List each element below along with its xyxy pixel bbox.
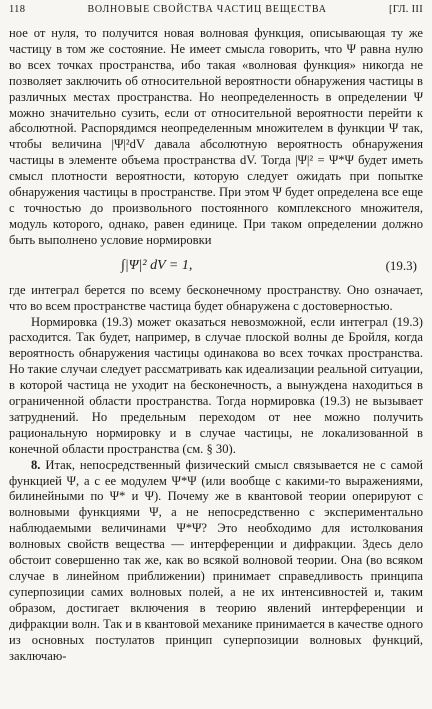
page-number: 118 [9, 4, 26, 15]
paragraph-4 [9, 458, 423, 665]
paragraph-3: Нормировка (19.3) может оказаться невозможной, если интеграл (19.3) расходится. Так будет, например, в случае плоской волны де Бройля, когда вероятность обнаружения частицы одинакова во всех точках пространства. Но такие случаи следует рассматривать как идеализации реальной ситуации, в которой частица не уходит на бесконечность, а вынуждена находиться в ограниченной области пространства. Тогда нормировка (19.3) не вызывает затруднений. Но предельным переходом от нее можно получить рациональную нормировку и в случае частицы, не локализованной в конечной области пространства (см. § 30). [9, 314, 423, 456]
section-number: 8. [31, 457, 41, 472]
paragraph-1: ное от нуля, то получится новая волновая функция, описывающая ту же частицу в том же состояние. Не имеет смысла говорить, что Ψ равна нулю во всех точках пространства, ибо такая «волновая функция» никогда не позволяет заключить об относительной вероятности обнаружения частицы в различных местах пространства. Но неопределенность в определении Ψ можно значительно сузить, если от относительной вероятности перейти к абсолютной. Распорядимся неопределенным множителем в функции Ψ так, чтобы величина |Ψ|²dV давала абсолютную вероятность обнаружения частицы в элементе объема пространства dV. Тогда |Ψ|² = Ψ*Ψ будет иметь смысл плотности вероятности, которую следует ожидать при попытке обнаружения частицы в пространстве. При этом Ψ будет определена все еще с точностью до произвольного постоянного комплексного множителя, модуль которого, однако, равен единице. При таком определении должно быть выполнено условие нормировки [9, 26, 423, 247]
page-body [9, 26, 423, 664]
chapter-label: [ГЛ. III [388, 4, 423, 15]
equation-19-3 [9, 249, 423, 283]
equation-formula: ∫|Ψ|² dV = 1, [121, 257, 193, 273]
paragraph-2: где интеграл берется по всему бесконечному пространству. Оно означает, что во всем пространстве частица будет обнаружена с достоверностью. [9, 282, 423, 313]
page-header [9, 4, 423, 20]
paragraph-4-text: Итак, непосредственный физический смысл связывается не с самой функцией Ψ, а с ее модулем Ψ*Ψ (или вообще с какими-то выражениями, билинейными по Ψ* и Ψ). Почему же в квантовой теории оперируют с волновыми функциями Ψ, а не непосредственно с экспериментально наблюдаемыми величинами Ψ*Ψ? Это необходимо для истолкования волновых свойств вещества — интерференции и дифракции. Здесь дело обстоит совершенно так же, как во всякой волновой теории. Она (во всяком случае в линейном приближении) принимает справедливость принципа суперпозиции самих волновых полей, а не их интенсивностей и, таким образом, достигает включения в теорию явлений интерференции и дифракции волн. Так и в квантовой механике принимается в качестве одного из основных постулатов принцип суперпозиции волновых функций, заключаю- [9, 457, 423, 663]
equation-number: (19.3) [385, 257, 417, 273]
running-title: ВОЛНОВЫЕ СВОЙСТВА ЧАСТИЦ ВЕЩЕСТВА [87, 4, 327, 15]
